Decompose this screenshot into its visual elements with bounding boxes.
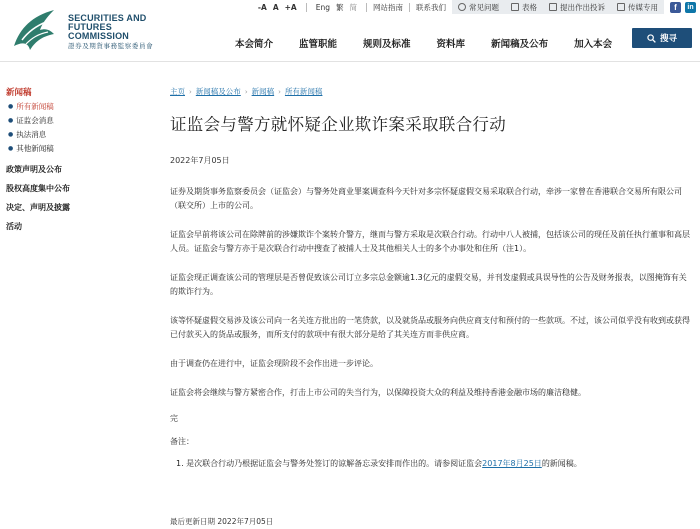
breadcrumb-home[interactable]: 主页 bbox=[170, 87, 185, 96]
article-content bbox=[170, 86, 692, 471]
sidebar-item-enforcement-news[interactable] bbox=[8, 129, 156, 140]
note-date-link[interactable]: 2017年8月25日 bbox=[482, 459, 542, 468]
nav-rules-standards[interactable]: 规则及标准 bbox=[363, 39, 411, 50]
publish-date: 2022年7月05日 bbox=[170, 156, 230, 165]
sidebar-item-high-concentration[interactable]: 股权高度集中公布 bbox=[6, 184, 70, 193]
sidebar-item-sfc-news[interactable] bbox=[8, 115, 156, 126]
contact-us-link[interactable]: 联系我们 bbox=[416, 2, 446, 12]
search-button[interactable] bbox=[632, 28, 692, 48]
logo-chinese-name: 證券及期貨事務監察委員會 bbox=[68, 42, 154, 50]
sidebar-item-label: 所有新闻稿 bbox=[16, 102, 54, 111]
font-size-controls bbox=[249, 0, 306, 14]
bullet-icon: ● bbox=[8, 103, 14, 110]
breadcrumb-all-press-releases[interactable]: 所有新闻稿 bbox=[284, 87, 323, 96]
pencil-icon bbox=[549, 3, 557, 11]
note-text: 1. 是次联合行动乃根据证监会与警务处签订的谅解备忘录安排而作出的。请参阅证监会 bbox=[176, 459, 483, 468]
sfc-logo[interactable] bbox=[10, 6, 170, 58]
sitemap-link[interactable]: 网站指南 bbox=[373, 2, 403, 12]
note-item bbox=[176, 457, 692, 471]
breadcrumb bbox=[170, 86, 692, 97]
logo-title-line1: SECURITIES AND bbox=[68, 13, 147, 23]
media-label: 传媒专用 bbox=[628, 2, 658, 12]
bullet-icon: ● bbox=[8, 131, 14, 138]
last-updated: 最后更新日期 2022年7月05日 bbox=[170, 517, 274, 526]
nav-about[interactable]: 本会简介 bbox=[235, 39, 274, 50]
nav-news-announcements[interactable]: 新闻稿及公布 bbox=[491, 39, 549, 50]
faq-label: 常见问题 bbox=[469, 2, 499, 12]
notes-heading: 备注： bbox=[170, 437, 194, 446]
sidebar-item-decisions[interactable]: 决定、声明及披露 bbox=[6, 203, 70, 212]
logo-title-line2: FUTURES COMMISSION bbox=[68, 22, 130, 41]
nav-resources[interactable]: 资料库 bbox=[436, 39, 466, 50]
document-icon bbox=[511, 3, 519, 11]
article-paragraph: 由于调查仍在进行中，证监会现阶段不会作出进一步评论。 bbox=[170, 359, 378, 368]
utility-bar bbox=[249, 0, 700, 14]
complaint-label: 提出作出投诉 bbox=[560, 2, 605, 12]
chevron-right-icon: › bbox=[189, 87, 192, 96]
breadcrumb-press-releases[interactable]: 新闻稿 bbox=[251, 87, 275, 96]
bullet-icon: ● bbox=[8, 145, 14, 152]
note-text-suffix: 的新闻稿。 bbox=[541, 459, 582, 468]
media-link[interactable] bbox=[611, 0, 664, 14]
lang-simplified[interactable]: 简 bbox=[349, 2, 357, 12]
bullet-icon: ● bbox=[8, 117, 14, 124]
facebook-icon[interactable]: f bbox=[670, 2, 681, 13]
nav-regulatory-functions[interactable]: 监管职能 bbox=[299, 39, 338, 50]
sidebar-item-events[interactable]: 活动 bbox=[6, 222, 22, 231]
language-switcher bbox=[307, 0, 366, 14]
sidebar-item-policy-statements[interactable]: 政策声明及公布 bbox=[6, 165, 62, 174]
article-paragraph: 证监会早前将该公司在除牌前的涉嫌欺诈个案转介警方，继而与警方采取是次联合行动。行动中八人被捕，包括该公司的现任及前任执行董事和高层人员。证监会与警方亦于是次联合行动中搜查了被捕人士及其他相关人士的多个办事处和住所（注1）。 bbox=[170, 230, 690, 253]
font-size-increase[interactable]: +A bbox=[284, 2, 297, 12]
article-paragraph: 证券及期货事务监察委员会（证监会）与警务处商业罪案调查科今天针对多宗怀疑虚假交易采取联合行动，牵涉一家曾在香港联合交易所有限公司（联交所）上市的公司。 bbox=[170, 187, 682, 210]
search-icon bbox=[647, 34, 656, 43]
breadcrumb-news-announcements[interactable]: 新闻稿及公布 bbox=[195, 87, 241, 96]
search-label: 搜寻 bbox=[659, 34, 677, 44]
article-paragraph: 该等怀疑虚假交易涉及该公司向一名关连方批出的一笔贷款，以及就货品或服务向供应商支付和预付的一些款项。不过，该公司似乎没有收到或获得已付款买入的货品或服务，而所支付的款项中有很大部分是给了其关连方而非供应商。 bbox=[170, 316, 690, 339]
forms-label: 表格 bbox=[522, 2, 537, 12]
lang-english[interactable]: Eng bbox=[315, 2, 330, 12]
end-mark: 完 bbox=[170, 414, 178, 423]
page-title: 证监会与警方就怀疑企业欺诈案采取联合行动 bbox=[170, 115, 506, 134]
media-icon bbox=[617, 3, 625, 11]
forms-link[interactable] bbox=[505, 0, 543, 14]
chevron-right-icon: › bbox=[244, 87, 248, 96]
sidebar-title[interactable]: 新闻稿 bbox=[6, 88, 32, 98]
sidebar-item-label: 其他新闻稿 bbox=[16, 144, 54, 153]
sidebar-item-label: 证监会消息 bbox=[16, 116, 54, 125]
article-paragraph: 证监会将会继续与警方紧密合作，打击上市公司的失当行为，以保障投资大众的利益及维持香港金融市场的廉洁稳健。 bbox=[170, 388, 586, 397]
eagle-logo-icon bbox=[10, 6, 60, 56]
font-size-normal[interactable]: A bbox=[272, 2, 279, 12]
sidebar-item-label: 执法消息 bbox=[16, 130, 47, 139]
faq-link[interactable] bbox=[452, 0, 505, 14]
linkedin-icon[interactable]: in bbox=[685, 2, 696, 13]
sidebar bbox=[6, 86, 156, 232]
header-divider bbox=[0, 61, 700, 62]
sidebar-item-other-releases[interactable] bbox=[8, 143, 156, 154]
main-nav bbox=[222, 34, 625, 56]
sidebar-item-all-press-releases[interactable] bbox=[8, 101, 156, 112]
article-paragraph: 证监会现正调查该公司的管理层是否曾促致该公司订立多宗总金额逾1.3亿元的虚假交易，并刊发虚假或具误导性的公告及财务报表，以图掩饰有关的欺诈行为。 bbox=[170, 273, 687, 296]
chevron-right-icon: › bbox=[278, 87, 281, 96]
complaint-link[interactable] bbox=[543, 0, 611, 14]
lang-traditional[interactable]: 繁 bbox=[336, 2, 344, 12]
font-size-decrease[interactable]: -A bbox=[257, 2, 267, 12]
question-icon bbox=[458, 3, 466, 11]
nav-careers[interactable]: 加入本会 bbox=[574, 39, 613, 50]
